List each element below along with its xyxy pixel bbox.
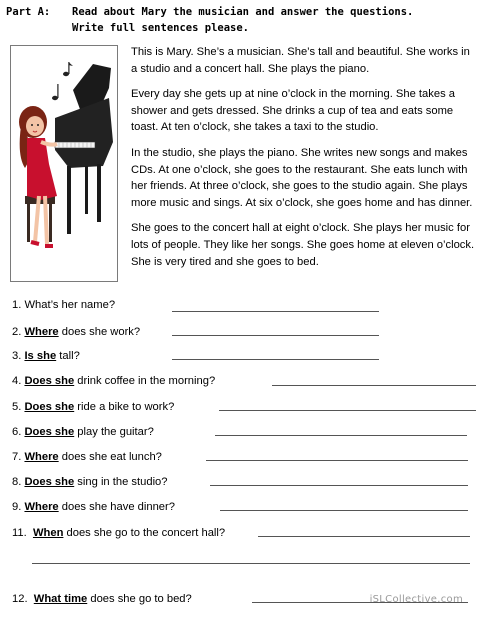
question-number: 8. [12,476,22,488]
question-text: drink coffee in the morning? [74,375,216,387]
question-number: 4. [12,375,22,387]
question-8 [12,475,168,489]
question-text: does she work? [58,326,141,338]
question-9 [12,500,175,514]
question-text: sing in the studio? [74,476,168,488]
question-text: What’s her name? [24,299,116,311]
question-number: 3. [12,350,22,362]
question-number: 12. [12,593,28,605]
musician-picture [10,45,118,282]
part-label: Part A: [6,6,51,18]
question-keyword: When [32,527,64,539]
answer-line-2[interactable] [172,335,379,336]
answer-line-4[interactable] [272,385,476,386]
question-keyword: Does she [24,401,75,413]
instruction-line-1: Read about Mary the musician and answer the questions. [72,6,414,18]
story-text [131,44,477,279]
piano-body [55,98,113,168]
question-number: 5. [12,401,22,413]
question-number: 11. [12,527,27,539]
question-text: ride a bike to work? [74,401,175,413]
question-number: 2. [12,326,22,338]
question-keyword: Where [24,501,59,513]
question-keyword: Does she [24,375,75,387]
answer-line-9[interactable] [220,510,468,511]
story-paragraph-1: This is Mary. She’s a musician. She’s tall and beautiful. She works in a studio and a concert hall. She plays the piano. [131,46,470,75]
question-5 [12,400,174,414]
story-paragraph-4: She goes to the concert hall at eight o’clock. She plays her music for lots of people. They like her songs. She goes home at eleven o’clock. She is very tired and she goes to bed. [131,222,475,268]
question-12 [12,592,192,606]
question-keyword: Does she [24,476,75,488]
question-keyword: Is she [24,350,57,362]
watermark: iSLCollective.com [369,594,463,605]
question-text: tall? [56,350,80,362]
answer-line-5[interactable] [219,410,476,411]
question-6 [12,425,154,439]
question-keyword: What time [33,593,88,605]
question-2 [12,325,140,339]
music-notes-icon [52,62,73,100]
answer-line-8[interactable] [210,485,468,486]
question-11 [12,526,225,540]
question-text: does she go to bed? [87,593,192,605]
part-a-header [6,4,413,36]
answer-line-11[interactable] [258,536,470,537]
answer-line-3[interactable] [172,359,379,360]
question-keyword: Where [24,326,59,338]
question-text: does she eat lunch? [58,451,162,463]
question-1 [12,298,115,312]
question-number: 9. [12,501,22,513]
red-dress [27,138,57,200]
answer-line-6[interactable] [215,435,467,436]
question-text: play the guitar? [74,426,154,438]
question-number: 6. [12,426,22,438]
answer-line-7[interactable] [206,460,468,461]
question-text: does she have dinner? [58,501,175,513]
girl-playing-piano-illustration [11,46,117,281]
instruction-line-2: Write full sentences please. [72,22,250,34]
answer-line-11-extra[interactable] [32,563,470,564]
question-number: 1. [12,299,22,311]
answer-line-1[interactable] [172,311,379,312]
question-text: does she go to the concert hall? [63,527,226,539]
question-number: 7. [12,451,22,463]
question-keyword: Where [24,451,59,463]
question-3 [12,349,80,363]
face [26,116,44,136]
question-4 [12,374,215,388]
story-paragraph-2: Every day she gets up at nine o’clock in the morning. She takes a shower and gets dressed. She drinks a cup of tea and eats some toast. At ten o’clock, she takes a taxi to the studio. [131,88,456,134]
question-7 [12,450,162,464]
question-keyword: Does she [24,426,75,438]
story-paragraph-3: In the studio, she plays the piano. She writes new songs and makes CDs. At one o’clock, she goes to the restaurant. She eats lunch with her friends. At three o’clock, she goes to the studio again. She plays more music and sings. At six o’clock, she goes home and has dinner. [131,146,473,209]
